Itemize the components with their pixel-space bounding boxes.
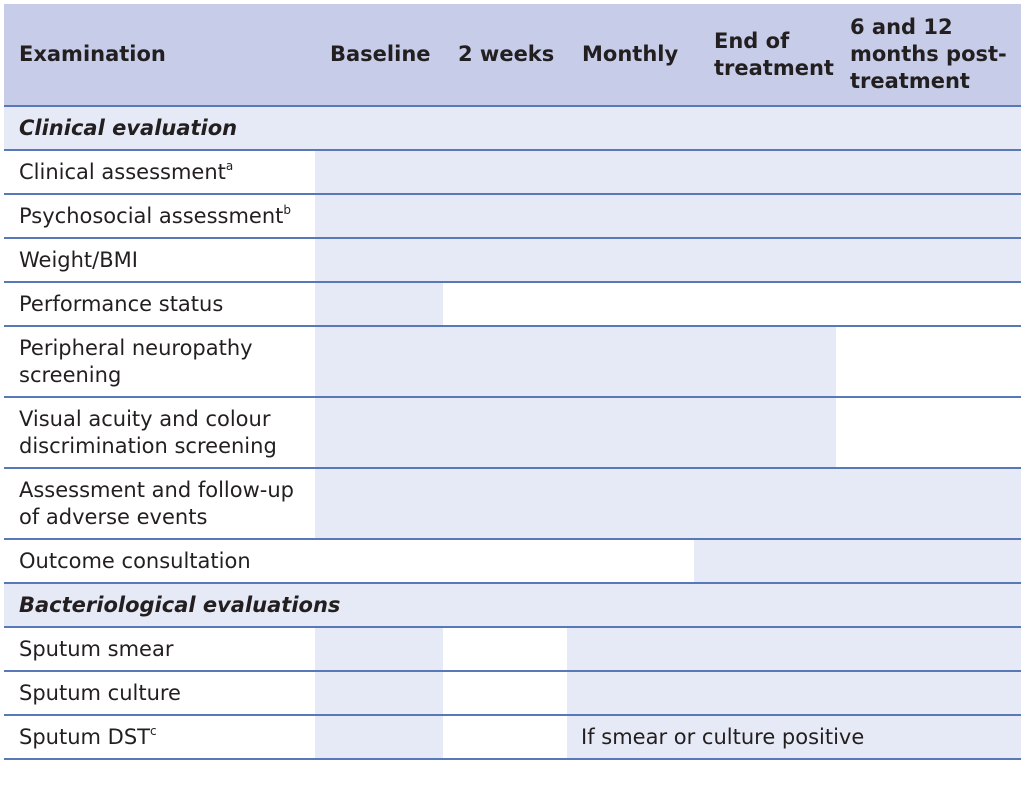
col-header-post-treatment: 6 and 12 months post-treatment xyxy=(836,4,1021,106)
empty-cell xyxy=(315,539,694,583)
scheduled-cell xyxy=(315,238,1021,282)
section-row-clinical xyxy=(4,106,1021,150)
col-header-end-of-treatment: End of treatment xyxy=(694,4,836,106)
scheduled-cell xyxy=(315,715,443,759)
scheduled-cell xyxy=(567,671,1021,715)
section-row-bacteriological xyxy=(4,583,1021,627)
row-label: Weight/BMI xyxy=(4,238,315,282)
table-row xyxy=(4,671,1021,715)
table-row xyxy=(4,326,1021,397)
scheduled-cell xyxy=(315,282,443,326)
table-row xyxy=(4,238,1021,282)
scheduled-cell xyxy=(694,539,1021,583)
scheduled-cell xyxy=(315,671,443,715)
scheduled-cell xyxy=(315,627,443,671)
table-row xyxy=(4,539,1021,583)
col-header-baseline: Baseline xyxy=(315,4,443,106)
scheduled-cell xyxy=(315,397,836,468)
row-label: Sputum culture xyxy=(4,671,315,715)
header-row xyxy=(4,4,1021,106)
table-row xyxy=(4,715,1021,759)
table-row xyxy=(4,468,1021,539)
row-label: Peripheral neuropathy screening xyxy=(4,326,315,397)
empty-cell xyxy=(836,397,1021,468)
scheduled-cell xyxy=(315,150,1021,194)
row-label: Outcome consultation xyxy=(4,539,315,583)
row-label: Psychosocial assessment$^b$ xyxy=(4,194,315,238)
section-title: Bacteriological evaluations xyxy=(4,583,1021,627)
table-row xyxy=(4,282,1021,326)
scheduled-cell xyxy=(315,194,1021,238)
table-row xyxy=(4,194,1021,238)
row-label: Sputum DST$^c$ xyxy=(4,715,315,759)
empty-cell xyxy=(443,715,567,759)
conditional-note: If smear or culture positive xyxy=(567,715,1021,759)
empty-cell xyxy=(443,627,567,671)
table-row xyxy=(4,627,1021,671)
monitoring-schedule-table xyxy=(4,4,1021,760)
row-label: Visual acuity and colour discrimination screening xyxy=(4,397,315,468)
scheduled-cell xyxy=(567,627,1021,671)
row-label: Sputum smear xyxy=(4,627,315,671)
table-row xyxy=(4,397,1021,468)
row-label: Clinical assessment$^a$ xyxy=(4,150,315,194)
table-row xyxy=(4,150,1021,194)
section-title: Clinical evaluation xyxy=(4,106,1021,150)
scheduled-cell xyxy=(315,326,836,397)
row-label: Assessment and follow-up of adverse events xyxy=(4,468,315,539)
col-header-2-weeks: 2 weeks xyxy=(443,4,567,106)
empty-cell xyxy=(836,326,1021,397)
col-header-monthly: Monthly xyxy=(567,4,694,106)
empty-cell xyxy=(443,282,1021,326)
scheduled-cell xyxy=(315,468,1021,539)
col-header-examination: Examination xyxy=(4,4,315,106)
empty-cell xyxy=(443,671,567,715)
row-label: Performance status xyxy=(4,282,315,326)
